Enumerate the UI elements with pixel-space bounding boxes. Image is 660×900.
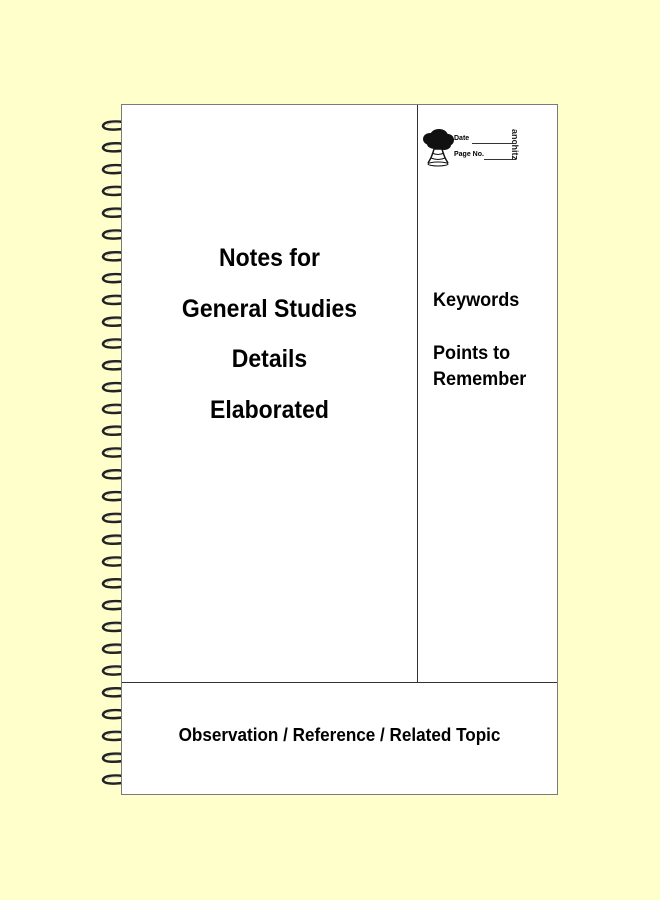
notes-line-3: Details xyxy=(231,345,308,373)
cue-column-divider xyxy=(417,105,418,682)
notes-line-1: Notes for xyxy=(219,244,320,272)
summary-divider xyxy=(122,682,557,683)
summary-label: Observation / Reference / Related Topic xyxy=(178,725,501,745)
main-notes-area xyxy=(122,233,417,435)
notes-line-4: Elaborated xyxy=(210,395,329,424)
date-label: Date xyxy=(454,135,470,142)
page-number-label: Page No. xyxy=(454,151,484,158)
tree-logo-icon xyxy=(420,127,456,167)
keywords-label: Keywords xyxy=(433,290,520,311)
brand-name: anchitz xyxy=(510,129,520,161)
notes-line-2: General Studies xyxy=(181,294,358,323)
points-to-remember-label: Points to Remember xyxy=(433,343,527,390)
notebook-page xyxy=(121,104,558,795)
